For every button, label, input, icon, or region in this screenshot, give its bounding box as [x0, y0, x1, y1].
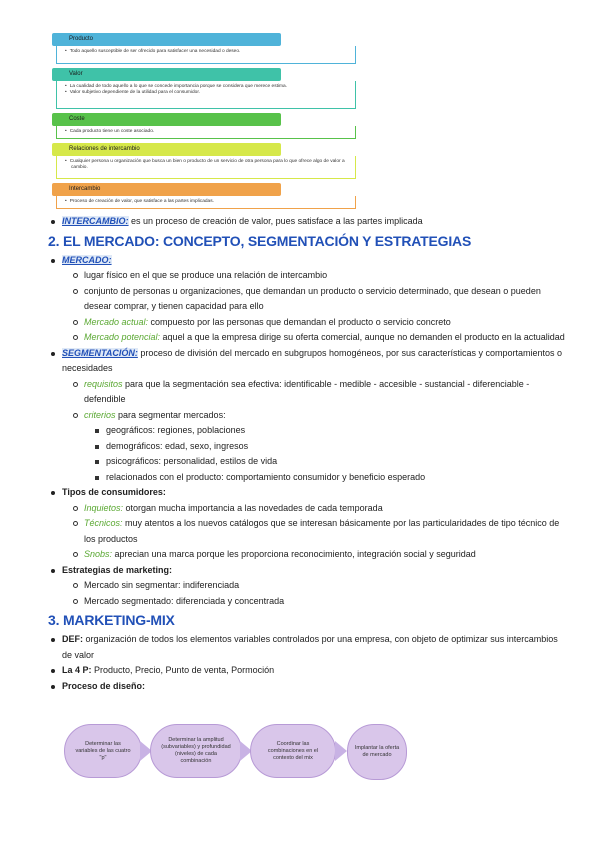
list-item: La 4 P: Producto, Precio, Punto de venta, Pormoción: [48, 663, 568, 679]
process-step: Determinar la amplitud (subvariables) y profundidad (niveles) de cada combinación: [150, 724, 242, 778]
list-item: conjunto de personas u organizaciones, que demandan un producto o servicio determinado, que desean o pueden desear comprar, y tienen capacidad para ello: [72, 284, 568, 315]
concept-coste: [52, 113, 357, 139]
concept-item: • Todo aquello susceptible de ser ofrecido para satisfacer una necesidad o deseo.: [71, 49, 349, 55]
concept-valor: [52, 68, 357, 109]
list-item: criterios para segmentar mercados: geográficos: regiones, poblaciones demográficos: edad, sexo, ingresos psicográficos: personalidad, estilos de vida relacionados con el producto: comportamiento consumidor y beneficio esperado: [72, 408, 568, 486]
concepts-diagram: [52, 33, 357, 213]
list-item: geográficos: regiones, poblaciones: [94, 423, 568, 439]
list-item: [48, 253, 568, 346]
process-diagram: [64, 724, 404, 784]
concept-item: • Cada producto tiene un coste asociado.: [71, 129, 349, 135]
concept-item: • Proceso de creación de valor, que satisface a las partes implicadas.: [71, 199, 349, 205]
list-item: Mercado segmentado: diferenciada y concentrada: [72, 594, 568, 610]
list-item: demográficos: edad, sexo, ingresos: [94, 439, 568, 455]
list-item: Proceso de diseño:: [48, 679, 568, 695]
list-item: SEGMENTACIÓN: proceso de división del mercado en subgrupos homogéneos, por sus características y comportamientos o necesidades requisitos para que la segmentación sea efectiva: identificable - medible - accesible - sustancial - diferenciable - defendible criterios para segmentar mercados: geográficos: regiones, poblaciones demográficos: edad, sexo, ingresos psicográficos: personalidad, estilos de vida relacionados con el producto: comportamiento consumidor y beneficio esperado: [48, 346, 568, 486]
section-heading: 3. MARKETING-MIX: [48, 612, 175, 628]
list-item: INTERCAMBIO: es un proceso de creación de valor, pues satisface a las partes implicada: [48, 214, 568, 230]
concept-title: Intercambio: [52, 183, 281, 196]
list-item: requisitos para que la segmentación sea efectiva: identificable - medible - accesible - sustancial - diferenciable - defendible: [72, 377, 568, 408]
term-segmentacion: SEGMENTACIÓN:: [62, 347, 138, 358]
list-item: Estrategias de marketing: Mercado sin segmentar: indiferenciada Mercado segmentado: diferenciada y concentrada: [48, 563, 568, 610]
arrow-right-icon: [335, 741, 347, 761]
document-content: [48, 214, 568, 694]
concept-item: • Cualquier persona u organización que busca un bien o producto de un servicio de otra persona para lo que ofrece algo de valor a cambio.: [71, 159, 349, 171]
list-item: relacionados con el producto: comportamiento consumidor y beneficio esperado: [94, 470, 568, 486]
list-item: Mercado potencial: aquel a que la empresa dirige su oferta comercial, aunque no demanden el producto en la actualidad: [72, 330, 568, 346]
concept-intercambio: [52, 183, 357, 209]
concept-title: Relaciones de intercambio: [52, 143, 281, 156]
list-item: Tipos de consumidores: Inquietos: otorgan mucha importancia a las novedades de cada temporada Técnicos: muy atentos a los nuevos catálogos que se interesan básicamente por las particularidades de tipo técnico de los productos Snobs: aprecian una marca porque les proporciona reconocimiento, integración social y seguridad: [48, 485, 568, 563]
list-item: Snobs: aprecian una marca porque les proporciona reconocimiento, integración social y seguridad: [72, 547, 568, 563]
process-step: Determinar las variables de las cuatro "p": [64, 724, 142, 778]
concept-title: Producto: [52, 33, 281, 46]
list-item: Inquietos: otorgan mucha importancia a las novedades de cada temporada: [72, 501, 568, 517]
list-item: psicográficos: personalidad, estilos de vida: [94, 454, 568, 470]
term-mercado: MERCADO:: [62, 254, 112, 265]
term-intercambio: INTERCAMBIO:: [62, 216, 129, 226]
process-step: Coordinar las combinaciones en el contexto del mix: [250, 724, 336, 778]
concept-relaciones: [52, 143, 357, 179]
concept-title: Valor: [52, 68, 281, 81]
section-heading: 2. EL MERCADO: CONCEPTO, SEGMENTACIÓN Y ESTRATEGIAS: [48, 232, 472, 249]
concept-item: • La cualidad de todo aquello a lo que se concede importancia porque se considera que merece estima.: [71, 84, 349, 90]
concept-producto: [52, 33, 357, 64]
list-item: lugar físico en el que se produce una relación de intercambio: [72, 268, 568, 284]
list-item: Mercado sin segmentar: indiferenciada: [72, 578, 568, 594]
list-item: Mercado actual: compuesto por las personas que demandan el producto o servicio concreto: [72, 315, 568, 331]
concept-title: Coste: [52, 113, 281, 126]
list-item: Técnicos: muy atentos a los nuevos catálogos que se interesan básicamente por las particularidades de tipo técnico de los productos: [72, 516, 568, 547]
process-step: Implantar la oferta de mercado: [347, 724, 407, 780]
concept-item: • Valor subjetivo dependiente de la utilidad para el consumidor.: [71, 90, 349, 96]
list-item: DEF: organización de todos los elementos variables controlados por una empresa, con objeto de optimizar sus intercambios de valor: [48, 632, 568, 663]
